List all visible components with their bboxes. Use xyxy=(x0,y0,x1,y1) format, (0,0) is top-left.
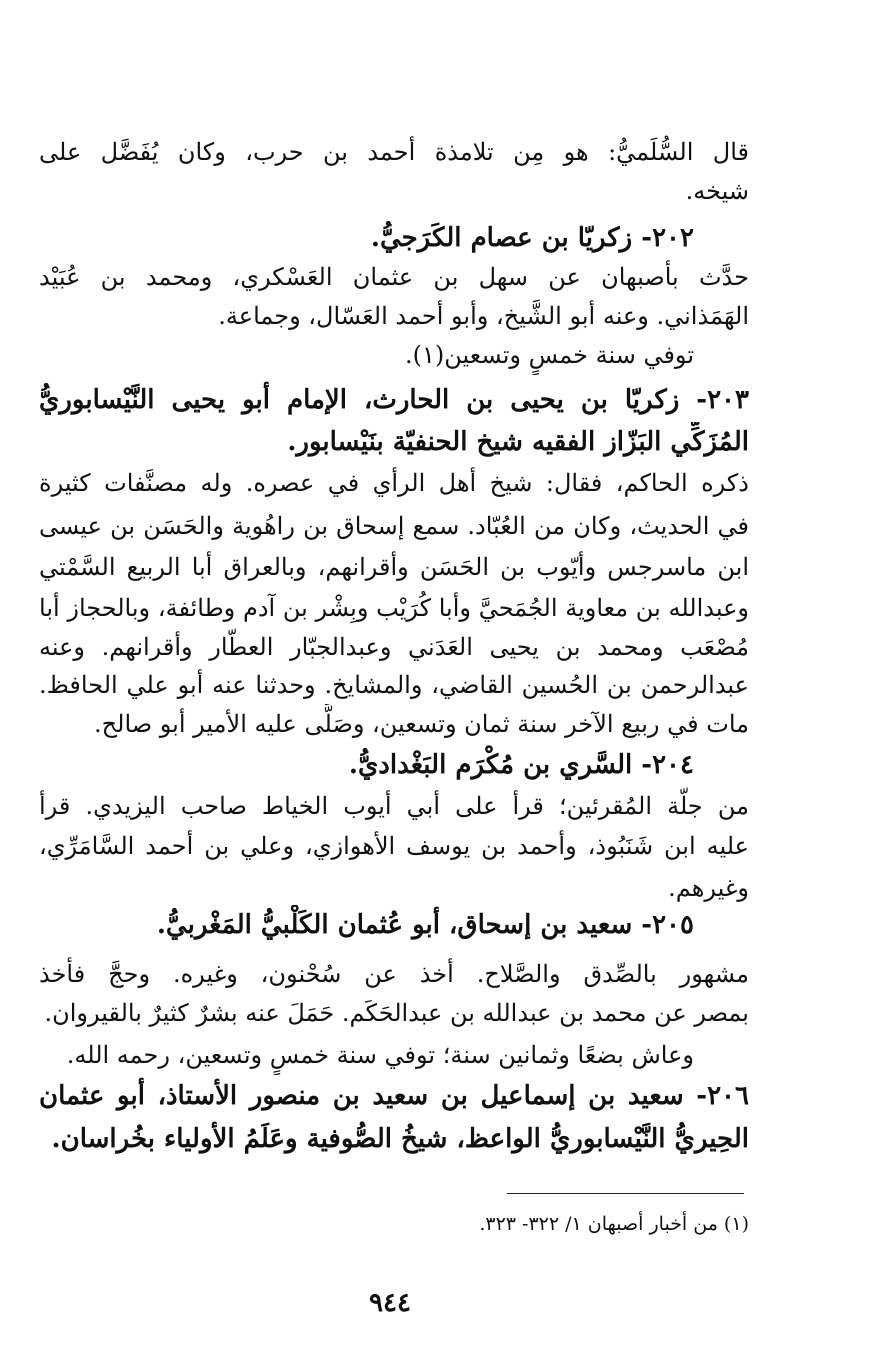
text-line: بمصر عن محمد بن عبدالله بن عبدالحَكَم. حَمَلَ عنه بشرٌ كثيرٌ بالقيروان. xyxy=(44,999,749,1027)
page-number: ٩٤٤ xyxy=(369,1288,411,1318)
text-line: شيخه. xyxy=(685,177,749,205)
text-line: في الحديث، وكان من العُبّاد. سمع إسحاق بن راهُوية والحَسَن بن عيسى xyxy=(39,512,749,540)
text-line: ذكره الحاكم، فقال: شيخ أهل الرأي في عصره. وله مصنَّفات كثيرة xyxy=(39,469,749,497)
text-line: مات في ربيع الآخر سنة ثمان وتسعين، وصَلَّى عليه الأمير أبو صالح. xyxy=(94,710,749,738)
text-line: حدَّث بأصبهان عن سهل بن عثمان العَسْكري، ومحمد بن عُبَيْد xyxy=(39,263,749,291)
entry-heading: الحِيريُّ النَّيْسابوريُّ الواعظ، شيخُ الصُّوفية وعَلَمُ الأولياء بخُراسان. xyxy=(51,1124,749,1154)
entry-heading: ٢٠٤- السَّري بن مُكْرَم البَغْداديُّ. xyxy=(348,750,694,780)
entry-heading: ٢٠٢- زكريّا بن عصام الكَرَجيُّ. xyxy=(370,223,694,253)
entry-heading: ٢٠٦- سعيد بن إسماعيل بن سعيد بن منصور الأستاذ، أبو عثمان xyxy=(39,1081,749,1111)
text-line: عبدالرحمن بن الحُسين القاضي، والمشايخ. وحدثنا عنه أبو علي الحافظ. xyxy=(39,671,749,699)
entry-heading: المُزَكِّي البَزّاز الفقيه شيخ الحنفيّة بنَيْسابور. xyxy=(287,427,749,457)
text-line: توفي سنة خمسٍ وتسعين(١). xyxy=(405,341,694,369)
text-line: عليه ابن شَنَبُوذ، وأحمد بن يوسف الأهوازي، وعلي بن أحمد السَّامَرِّي، xyxy=(39,832,749,860)
text-line: مشهور بالصِّدق والصَّلاح. أخذ عن سُحْنون، وغيره. وحجَّ فأخذ xyxy=(39,960,749,988)
text-line: الهَمَذاني. وعنه أبو الشَّيخ، وأبو أحمد العَسّال، وجماعة. xyxy=(218,302,749,330)
text-line: ابن ماسرجس وأيّوب بن الحَسَن وأقرانهم، وبالعراق أبا الربيع السَّمْتي xyxy=(39,553,749,581)
text-line: وعاش بضعًا وثمانين سنة؛ توفي سنة خمسٍ وتسعين، رحمه الله. xyxy=(66,1041,694,1069)
text-line: مُصْعَب ومحمد بن يحيى العَدَني وعبدالجبّار العطّار وأقرانهم. وعنه xyxy=(39,633,749,661)
entry-heading: ٢٠٥- سعيد بن إسحاق، أبو عُثمان الكَلْبيُّ المَغْربيُّ. xyxy=(156,910,694,940)
text-line: وغيرهم. xyxy=(668,874,749,902)
text-line: قال السُّلَميُّ: هو مِن تلامذة أحمد بن حرب، وكان يُفَضَّل على xyxy=(39,138,749,166)
entry-heading: ٢٠٣- زكريّا بن يحيى بن الحارث، الإمام أبو يحيى النَّيْسابوريُّ xyxy=(39,385,749,415)
text-line: وعبدالله بن معاوية الجُمَحيَّ وأبا كُرَيْب وبِشْر بن آدم وطائفة، وبالحجاز أبا xyxy=(39,594,749,622)
footnote: (١) من أخبار أصبهان ١/ ٣٢٢- ٣٢٣. xyxy=(479,1213,749,1235)
text-line: من جلّة المُقرئين؛ قرأ على أبي أيوب الخياط صاحب اليزيدي. قرأ xyxy=(39,792,749,820)
footnote-divider xyxy=(507,1193,744,1194)
